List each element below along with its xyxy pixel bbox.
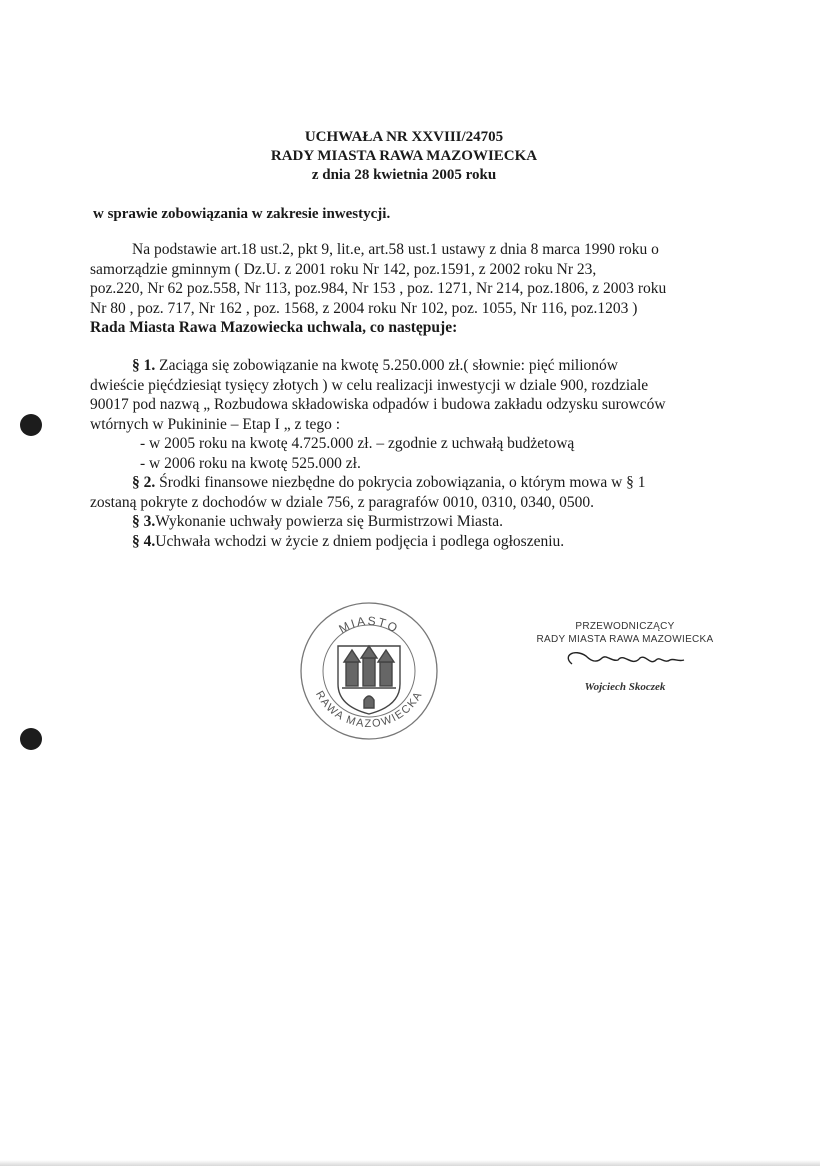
coat-of-arms-icon <box>338 646 400 714</box>
council-name: RADY MIASTA RAWA MAZOWIECKA <box>270 148 538 164</box>
preamble-line: samorządzie gminnym ( Dz.U. z 2001 roku Nr 142, poz.1591, z 2002 roku Nr 23, <box>90 260 597 278</box>
official-seal <box>298 600 440 742</box>
section-4-line <box>90 532 720 552</box>
section-1-line: wtórnych w Pukininie – Etap I „ z tego : <box>90 415 341 433</box>
section-3-line <box>90 512 720 532</box>
section-2-mark: § 2. <box>132 474 156 491</box>
resolution-clause: Rada Miasta Rawa Mazowiecka uchwala, co następuje: <box>90 319 458 336</box>
section-1-text: Zaciąga się zobowiązanie na kwotę 5.250.000 zł.( słownie: pięć milionów <box>159 357 618 374</box>
section-1-mark: § 1. <box>132 357 156 374</box>
preamble-line: poz.220, Nr 62 poz.558, Nr 113, poz.984, Nr 153 , poz. 1271, Nr 214, poz.1806, z 2003 roku <box>90 280 667 297</box>
svg-text:MIASTO <box>336 614 401 636</box>
seal-bottom-text: RAWA MAZOWIECKA <box>313 689 425 731</box>
sections <box>90 356 720 551</box>
section-2-line <box>90 473 720 493</box>
preamble <box>90 240 720 338</box>
resolution-number: UCHWAŁA NR XXVIII/24705 <box>304 129 504 145</box>
resolution-header <box>0 128 808 185</box>
handwritten-signature <box>560 646 690 674</box>
section-1-line: dwieście pięćdziesiąt tysięcy złotych ) w celu realizacji inwestycji w dziale 900, rozdziale <box>90 376 649 394</box>
section-3-text: Wykonanie uchwały powierza się Burmistrzowi Miasta. <box>155 513 503 530</box>
signatory-council: RADY MIASTA RAWA MAZOWIECKA <box>536 634 714 645</box>
section-1-item: - w 2005 roku na kwotę 4.725.000 zł. – zgodnie z uchwałą budżetową <box>140 435 575 452</box>
resolution-date: z dnia 28 kwietnia 2005 roku <box>311 167 497 183</box>
seal-top-text: MIASTO <box>336 613 402 637</box>
section-2-text: Środki finansowe niezbędne do pokrycia zobowiązania, o którym mowa w § 1 <box>159 474 646 491</box>
preamble-line: Na podstawie art.18 ust.2, pkt 9, lit.e, art.58 ust.1 ustawy z dnia 8 marca 1990 roku o <box>132 241 659 258</box>
scan-edge <box>0 1160 820 1166</box>
signatory-name: Wojciech Skoczek <box>584 681 666 693</box>
signature-block <box>525 620 725 693</box>
section-1-line <box>90 356 720 376</box>
preamble-line: Nr 80 , poz. 717, Nr 162 , poz. 1568, z 2004 roku Nr 102, poz. 1055, Nr 116, poz.1203 ) <box>90 299 638 317</box>
signatory-title: PRZEWODNICZĄCY <box>575 621 675 632</box>
section-4-mark: § 4. <box>132 532 156 550</box>
punch-hole-top <box>20 414 42 436</box>
section-2-line: zostaną pokryte z dochodów w dziale 756, z paragrafów 0010, 0310, 0340, 0500. <box>90 493 595 511</box>
section-3-mark: § 3. <box>132 513 156 530</box>
section-4-text: Uchwała wchodzi w życie z dniem podjęcia i podlega ogłoszeniu. <box>155 532 565 550</box>
section-1-line: 90017 pod nazwą „ Rozbudowa składowiska odpadów i budowa zakładu odzysku surowców <box>90 396 666 413</box>
resolution-subject: w sprawie zobowiązania w zakresie inwestycji. <box>93 206 391 222</box>
section-1-item: - w 2006 roku na kwotę 525.000 zł. <box>140 454 361 472</box>
punch-hole-bottom <box>20 728 42 750</box>
